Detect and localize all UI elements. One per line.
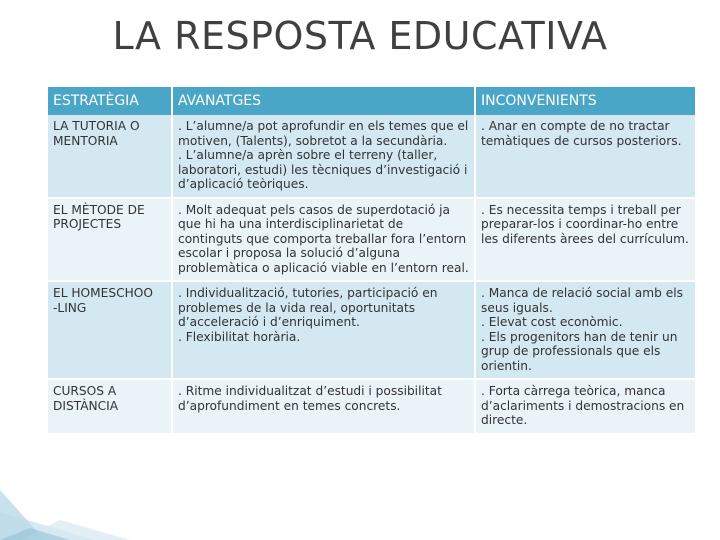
strategy-cell: LA TUTORIA O MENTORIA <box>48 115 172 198</box>
disadvantages-cell: . Manca de relació social amb els seus iguals. . Elevat cost econòmic. . Els progenitors han de tenir un grup de professionals que els orientin. <box>475 281 695 379</box>
strategy-cell: EL HOMESCHOO -LING <box>48 281 172 379</box>
strategy-cell: EL MÈTODE DE PROJECTES <box>48 198 172 282</box>
strategy-cell: CURSOS A DISTÀNCIA <box>48 379 172 434</box>
table-row <box>48 198 695 282</box>
advantages-cell: . Molt adequat pels casos de superdotació ja que hi ha una interdisciplinarietat de continguts que comporta treballar fora l’entorn escolar i proposa la solució d’alguna problemàtica o aplicació viable en l’entorn real. <box>172 198 475 282</box>
strategy-table <box>48 87 695 435</box>
disadvantages-cell: . Anar en compte de no tractar temàtiques de cursos posteriors. <box>475 115 695 198</box>
corner-decoration <box>0 450 130 540</box>
table-row <box>48 281 695 379</box>
advantages-cell: . Individualització, tutories, participació en problemes de la vida real, oportunitats d’acceleració i d’enriquiment. . Flexibilitat horària. <box>172 281 475 379</box>
slide-title: LA RESPOSTA EDUCATIVA <box>112 14 608 58</box>
table-header-row <box>48 87 695 115</box>
disadvantages-cell: . Es necessita temps i treball per preparar-los i coordinar-ho entre les diferents àrees del currículum. <box>475 198 695 282</box>
advantages-cell: . L’alumne/a pot aprofundir en els temes que el motiven, (Talents), sobretot a la secundària. . L’alumne/a aprèn sobre el terreny (taller, laboratori, estudi) les tècniques d’investigació i d’aplicació teòriques. <box>172 115 475 198</box>
advantages-cell: . Ritme individualitzat d’estudi i possibilitat d’aprofundiment en temes concrets. <box>172 379 475 434</box>
header-strategy: ESTRATÈGIA <box>48 87 172 115</box>
header-disadvantages: INCONVENIENTS <box>475 87 695 115</box>
table-row <box>48 379 695 434</box>
table-row <box>48 115 695 198</box>
header-advantages: AVANATGES <box>172 87 475 115</box>
disadvantages-cell: . Forta càrrega teòrica, manca d’aclariments i demostracions en directe. <box>475 379 695 434</box>
